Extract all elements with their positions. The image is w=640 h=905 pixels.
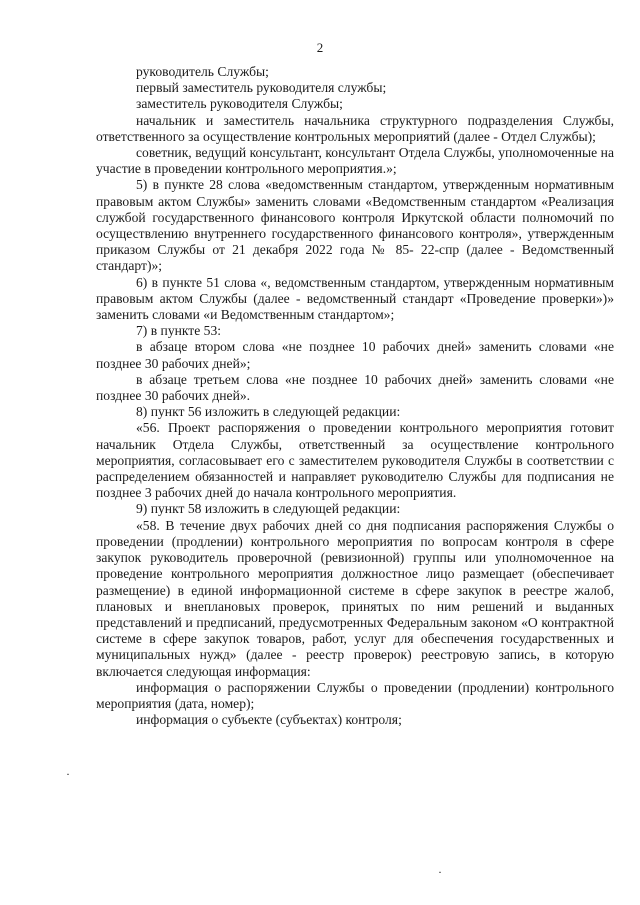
paragraph-item-7-abzac-3: в абзаце третьем слова «не позднее 10 рабочих дней» заменить словами «не позднее 30 рабочих дней». (96, 371, 614, 404)
paragraph-5: советник, ведущий консультант, консультант Отдела Службы, уполномоченные на участие в проведении контрольного мероприятия.»; (96, 145, 614, 177)
paragraph-3: заместитель руководителя Службы; (136, 96, 343, 112)
paragraph-4: начальник и заместитель начальника структурного подразделения Службы, ответственного за осуществление контрольных мероприятий (далее - Отдел Службы); (96, 112, 614, 144)
page-number: 2 (316, 40, 324, 55)
paragraph-clause-56: «56. Проект распоряжения о проведении контрольного мероприятия готовит начальник Отдела Службы, ответственный за осуществление контрольного мероприятия, согласовывает его с заместителем руководителя Службы в соответствии с распределением обязанностей и направляет руководителю Службы для подписания не позднее 3 рабочих дней до начала контрольного мероприятия. (96, 420, 614, 501)
scan-speck: · (438, 865, 442, 879)
document-body (96, 64, 614, 728)
paragraph-item-6: 6) в пункте 51 слова «, ведомственным стандартом, утвержденным нормативным правовым актом Службы (далее - ведомственный стандарт «Проведение проверки»)» заменить словами «и Ведомственным стандартом»; (96, 274, 614, 323)
paragraph-item-7-abzac-2: в абзаце втором слова «не позднее 10 рабочих дней» заменить словами «не позднее 30 рабочих дней»; (96, 339, 614, 371)
paragraph-info-order: информация о распоряжении Службы о проведении (продлении) контрольного мероприятия (дата, номер); (96, 679, 614, 711)
paragraph-item-5: 5) в пункте 28 слова «ведомственным стандартом, утвержденным нормативным правовым актом Службы» заменить словами «Ведомственным стандартом «Реализация службой государственного финансового контроля Иркутской области полномочий по осуществлению внутреннего государственного финансового контроля», утвержденным приказом Службы от 21 декабря 2022 года № 85- 22-спр (далее - Ведомственный стандарт)»; (96, 177, 614, 274)
paragraph-info-subject: информация о субъекте (субъектах) контроля; (136, 712, 402, 728)
paragraph-item-9: 9) пункт 58 изложить в следующей редакции: (136, 501, 401, 517)
paragraph-1: руководитель Службы; (136, 64, 269, 79)
paragraph-2: первый заместитель руководителя службы; (136, 80, 387, 96)
paragraph-clause-58: «58. В течение двух рабочих дней со дня подписания распоряжения Службы о проведении (продлении) контрольного мероприятия по вопросам контроля в сфере закупок руководитель проверочной (ревизионной) группы или уполномоченное на проведение контрольного мероприятия должностное лицо размещает (обеспечивает размещение) в единой информационной системе в сфере закупок в реестре жалоб, плановых и внеплановых проверок, принятых по ним решений и выданных представлений и предписаний, предусмотренных Федеральным законом «О контрактной системе в сфере закупок товаров, работ, услуг для обеспечения государственных и муниципальных нужд» (далее - реестр проверок) реестровую запись, в которую включается следующая информация: (96, 517, 614, 679)
paragraph-item-8: 8) пункт 56 изложить в следующей редакции: (136, 404, 401, 420)
scan-speck: · (66, 767, 70, 781)
paragraph-item-7: 7) в пункте 53: (136, 323, 222, 339)
